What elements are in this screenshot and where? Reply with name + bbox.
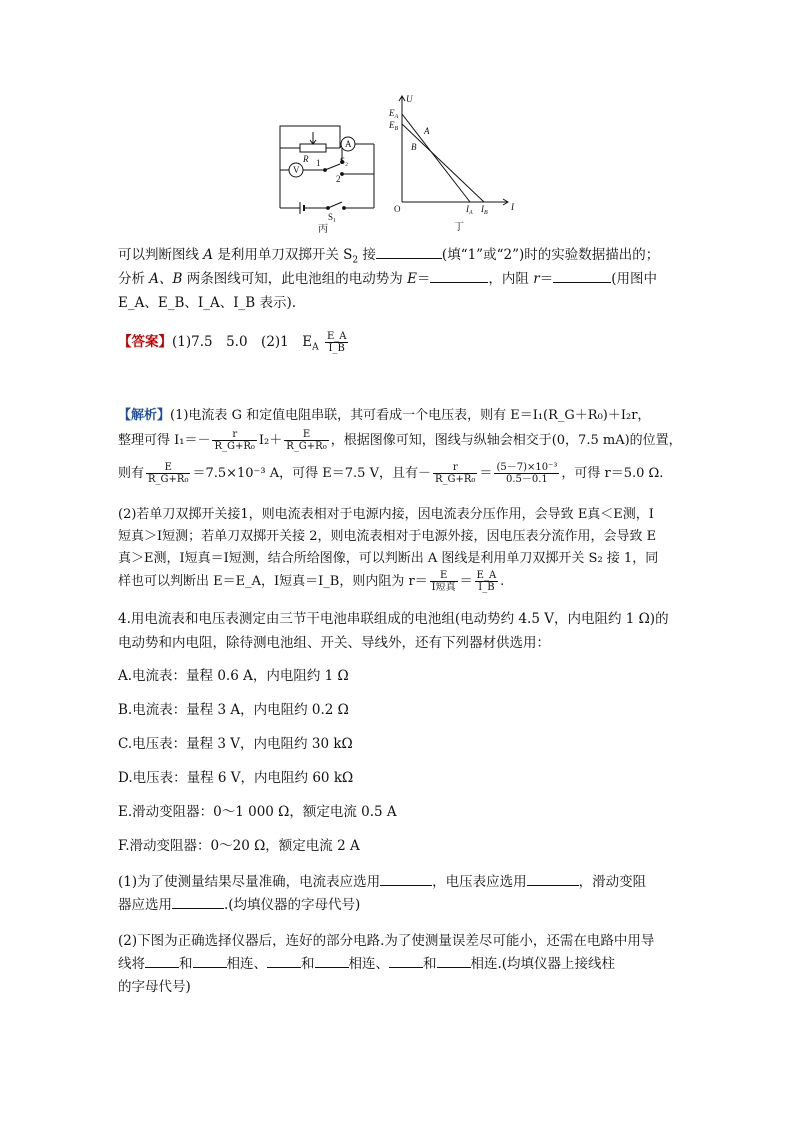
line-a-label: A [424,126,430,136]
ammeter-label: A [345,139,352,149]
answer-fraction: $\frac{E\_A}{I\_B}$ [326,331,347,354]
subq1-line-2: 器应选用 .(均填仪器的字母代号) [118,893,688,917]
analysis-line-2: 整理可得 I₁＝－ $\frac{r}{\text{R\_G+R₀}}$ I₂＋ $\frac{E}{\text{R\_G+R₀}}$ ，根据图像可知，图线与纵轴会相交于(0，7.5 mA)的位置， [118,429,682,452]
eb-label: $E_B$ [389,120,399,132]
option-c: C.电压表：量程 3 V，内电阻约 30 kΩ [118,736,353,752]
option-b: B.电流表：量程 3 A，内电阻约 0.2 Ω [118,702,349,718]
subq2-line-3: 的字母代号) [118,979,191,995]
para-line-3: E_A、E_B、I_A、I_B 表示). [118,295,297,311]
blank-rheostat[interactable] [172,894,224,909]
blank-wire-1b[interactable] [193,953,227,968]
figure-bing-caption: 丙 [318,224,328,235]
answer-blank-switch[interactable] [376,244,442,259]
answer-blank-resistance[interactable] [553,268,611,283]
option-f: F.滑动变阻器：0～20 Ω，额定电流 2 A [118,838,360,854]
blank-ammeter[interactable] [380,871,432,886]
voltmeter-label: V [293,165,300,175]
blank-wire-2a[interactable] [267,953,301,968]
analysis-line-4: (2)若单刀双掷开关接1，则电流表相对于电源内接，因电流表分压作用，会导致 E真＜E测，I [118,507,654,522]
analysis-line-6: 真＞E测，I短真＝I短测，结合所给图像，可以判断出 A 图线是利用单刀双掷开关 S₂ 接 1，同 [118,551,659,566]
analysis-tag: 【解析】 [118,408,171,423]
para-line-2: 分析 A、B 两条图线可知，此电池组的电动势为 E＝ ，内阻 r＝ (用图中 [118,267,688,291]
rheostat-label: R [303,154,309,164]
figure-ding-caption: 丁 [454,222,464,233]
analysis-line-5: 短真＞I短测；若单刀双掷开关接 2，则电流表相对于电源外接，因电压表分流作用，会导致 E [118,529,657,544]
blank-voltmeter[interactable] [527,871,579,886]
option-d: D.电压表：量程 6 V，内电阻约 60 kΩ [118,770,354,786]
answer-line: 【答案】(1)7.5 5.0 (2)1 $E_A$ $\frac{E\_A}{I\_B}$ [118,331,347,354]
analysis-line-1: 【解析】(1)电流表 G 和定值电阻串联，其可看成一个电压表，则有 E＝I₁(R_G＋R₀)＋I₂r， [118,408,651,423]
para-line-1: 可以判断图线 A 是利用单刀双掷开关 $S_2$ 接 (填“1”或“2”)时的实验数据描出的； [118,243,688,273]
blank-wire-3a[interactable] [389,953,423,968]
analysis-line-3: 则有 $\frac{E}{\text{R\_G+R₀}}$ ＝7.5×10⁻³ A，可得 E＝7.5 V，且有－ $\frac{r}{\text{R\_G+R₀}}$ ＝ $\frac{\text{(5－7)×10⁻³}}{0.5-0.1}$ ，可得 r＝5.0 Ω. [118,462,664,485]
origin-label: O [394,204,401,214]
switch-pos-1: 1 [316,158,321,168]
subq1-line-1: (1)为了使测量结果尽量准确，电流表应选用 ，电压表应选用 ，滑动变阻 [118,870,688,894]
ia-label: $I_A$ [466,204,473,216]
blank-wire-2b[interactable] [315,953,349,968]
subq2-line-2: 线将 和 相连、 和 相连、 和 相连.(均填仪器上接线柱 [118,952,688,976]
switch-s2-label: S₂ [340,156,349,166]
circuit-diagram-bing [270,118,380,236]
axis-u-label: U [406,94,413,104]
blank-wire-1a[interactable] [145,953,179,968]
ui-graph-ding [384,92,524,238]
ea-label: $E_A$ [389,108,399,120]
option-e: E.滑动变阻器：0～1 000 Ω，额定电流 0.5 A [118,804,397,820]
switch-s1-label: S₁ [328,212,337,222]
switch-pos-2: 2 [336,174,341,184]
q4-line-1: 4.用电流表和电压表测定由三节干电池串联组成的电池组(电动势约 4.5 V，内电阻约 1 Ω)的 [118,611,669,627]
q4-line-2: 电动势和内电阻，除待测电池组、开关、导线外，还有下列器材供选用： [118,635,550,651]
analysis-line-7: 样也可以判断出 E＝E_A，I短真＝I_B，则内阻为 r＝ $\frac{E}{\text{I短真}}$ ＝ $\frac{E\_A}{I\_B}$ . [118,570,505,593]
axis-i-label: I [511,202,514,212]
subq2-line-1: (2)下图为正确选择仪器后，连好的部分电路.为了使测量误差尽可能小，还需在电路中用导 [118,933,655,949]
blank-wire-3b[interactable] [437,953,471,968]
answer-blank-emf[interactable] [430,268,488,283]
ib-label: $I_B$ [481,204,488,216]
option-a: A.电流表：量程 0.6 A，内电阻约 1 Ω [118,668,349,684]
answer-tag: 【答案】 [118,334,172,350]
line-b-label: B [411,142,417,152]
